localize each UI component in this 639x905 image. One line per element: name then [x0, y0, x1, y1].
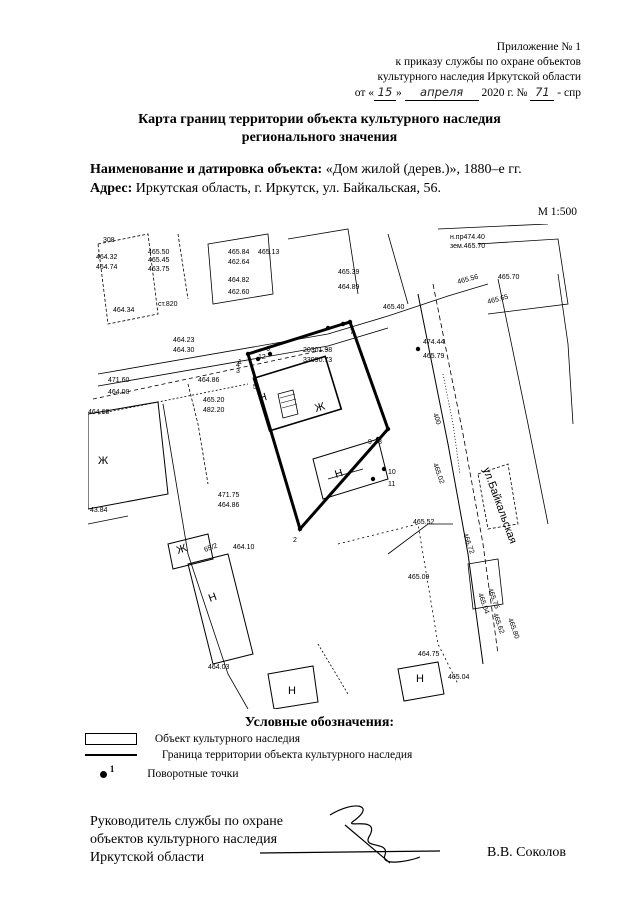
- map-n-mark: Н: [206, 590, 219, 605]
- title-line2: регионального значения: [241, 130, 398, 145]
- map-elevation-label: 465.09: [408, 574, 430, 581]
- map-turning-point-label: 2: [293, 537, 297, 544]
- legend-points-label: Поворотные точки: [147, 767, 239, 780]
- map-elevation-label: зем.465.70: [450, 243, 486, 250]
- map-elevation-label: 464.75: [418, 651, 440, 658]
- map-street-name: ул.Байкальская: [480, 465, 519, 546]
- map-elevation-label: 465.45: [148, 257, 170, 264]
- map-elevation-label: 465.04: [476, 592, 491, 615]
- map-elevation-label: 466.72: [461, 532, 476, 555]
- legend-boundary-symbol: [85, 754, 137, 756]
- map-turning-point-label: 6: [266, 346, 270, 353]
- object-name-label: Наименование и датировка объекта:: [90, 162, 323, 177]
- map-elevation-label: 464.86: [218, 502, 240, 509]
- map-elevation-label: 464.10: [233, 544, 255, 551]
- map-coordinate: 20301.98: [303, 347, 333, 354]
- map-turning-point-label: 3: [236, 368, 240, 375]
- map-elevation-label: 465.84: [228, 249, 250, 256]
- map-building-mark: Ж: [313, 400, 327, 415]
- map-elevation-label: 65/2: [203, 542, 219, 554]
- map-elevation-label: 464.74: [96, 264, 118, 271]
- map-elevation-label: 464.03: [208, 664, 230, 671]
- legend-item-points: [100, 764, 239, 780]
- map-elevation-label: 463.75: [148, 266, 170, 273]
- appendix-month: апреля: [405, 85, 479, 101]
- appendix-ot: от «: [354, 87, 374, 99]
- appendix-line4: [281, 85, 581, 101]
- map-elevation-label: 465.02: [431, 462, 446, 485]
- map-elevation-label: 464.30: [173, 347, 195, 354]
- legend-item-heritage: [85, 733, 300, 745]
- signature-line2: объектов культурного наследия: [90, 832, 278, 847]
- appendix-suffix: - спр: [557, 87, 581, 99]
- map-turning-point-label: 9: [368, 439, 372, 446]
- legend-point-number: 1: [109, 764, 115, 774]
- object-address-value: Иркутская область, г. Иркутск, ул. Байкальская, 56.: [135, 181, 441, 196]
- appendix-close-quote: »: [396, 87, 402, 99]
- object-name-value: «Дом жилой (дерев.)», 1880–е гг.: [325, 162, 522, 177]
- map-elevation-label: 465.79: [423, 353, 445, 360]
- appendix-line1: Приложение № 1: [496, 41, 581, 53]
- map-turning-point-label: 7: [350, 329, 354, 336]
- map-n-mark: Н: [288, 685, 296, 697]
- appendix-block: [281, 40, 581, 101]
- object-address: [90, 180, 441, 198]
- map-elevation-label: 465.52: [413, 519, 435, 526]
- map-elevation-label: 462.60: [228, 289, 250, 296]
- map-scale: М 1:500: [537, 206, 577, 218]
- legend-boundary-label: Граница территории объекта культурного наследия: [161, 749, 413, 761]
- appendix-line2: к приказу службы по охране объектов: [395, 56, 581, 68]
- appendix-line3: культурного наследия Иркутской области: [377, 71, 581, 83]
- appendix-day: 15: [374, 85, 396, 101]
- map-building-mark: Ж: [98, 455, 109, 467]
- signature-line3: Иркутской области: [90, 850, 205, 865]
- map-elevation-label: ст.820: [158, 301, 178, 308]
- appendix-year: 2020 г. №: [481, 87, 528, 99]
- object-address-label: Адрес:: [90, 181, 133, 196]
- object-name: [90, 161, 522, 179]
- map-elevation-label: 464.82: [228, 277, 250, 284]
- map-turning-point-label: 12: [258, 354, 266, 361]
- map-elevation-label: 465.39: [338, 269, 360, 276]
- map-elevation-label: 471.60: [108, 377, 130, 384]
- legend-title: Условные обозначения:: [244, 715, 395, 730]
- map-elevation-label: 464.68: [88, 409, 110, 416]
- map-coordinate: 33090.73: [303, 357, 333, 364]
- map-elevation-label: 308: [103, 237, 115, 244]
- map-elevation-label: 465.20: [203, 397, 225, 404]
- map-turning-point-label: 4: [236, 362, 240, 369]
- handwritten-signature: [260, 795, 450, 875]
- map-elevation-label: 474.44: [423, 339, 445, 346]
- legend-heritage-symbol: [85, 733, 137, 745]
- map-elevation-label: 400: [431, 412, 442, 426]
- map-elevation-label: 465.62: [491, 612, 506, 635]
- map-elevation-label: 464.86: [198, 377, 220, 384]
- map-elevation-label: 462.64: [228, 259, 250, 266]
- map-turning-point-label: 1: [238, 359, 242, 366]
- map-elevation-label: 465.80: [506, 617, 521, 640]
- map-elevation-label: 464.00: [108, 389, 130, 396]
- map-elevation-label: 464.32: [96, 254, 118, 261]
- map-elevation-label: 465.65: [486, 293, 510, 306]
- legend-heritage-label: Объект культурного наследия: [154, 733, 301, 745]
- map-turning-point-label: 8: [378, 439, 382, 446]
- document-title: [0, 111, 639, 147]
- map-turning-point-label: 10: [388, 469, 396, 476]
- map-elevation-label: н.пр474.40: [450, 234, 485, 241]
- map-n-mark: Н: [333, 467, 345, 481]
- signature-block: [90, 813, 283, 867]
- map-elevation-label: 464.34: [113, 307, 135, 314]
- map-elevation-label: 464.23: [173, 337, 195, 344]
- boundary-map: [88, 224, 578, 709]
- map-turning-point-label: 5: [253, 384, 257, 391]
- signature-line1: Руководитель службы по охране: [90, 814, 283, 829]
- appendix-number: 71: [530, 85, 554, 101]
- map-elevation-label: 465.04: [448, 674, 470, 681]
- map-elevation-label: 465.40: [383, 304, 405, 311]
- title-line1: Карта границ территории объекта культурного наследия: [138, 112, 501, 127]
- map-elevation-label: 465.50: [148, 249, 170, 256]
- legend-item-boundary: [85, 749, 412, 761]
- map-elevation-label: 43.84: [90, 507, 108, 514]
- map-building-mark: Ж: [174, 542, 189, 557]
- map-elevation-label: 465.75: [486, 587, 501, 610]
- map-elevation-label: 464.89: [338, 284, 360, 291]
- legend-point-symbol: [100, 771, 107, 778]
- signatory-name: В.В. Соколов: [487, 845, 567, 860]
- map-elevation-label: 482.20: [203, 407, 225, 414]
- map-n-mark: Н: [416, 673, 424, 685]
- map-turning-point-label: 11: [388, 481, 396, 488]
- map-elevation-label: 471.75: [218, 492, 240, 499]
- map-n-mark: Н: [257, 391, 269, 405]
- map-elevation-label: 465.70: [498, 274, 520, 281]
- map-elevation-label: 465.13: [258, 249, 280, 256]
- map-elevation-label: 465.56: [456, 273, 480, 286]
